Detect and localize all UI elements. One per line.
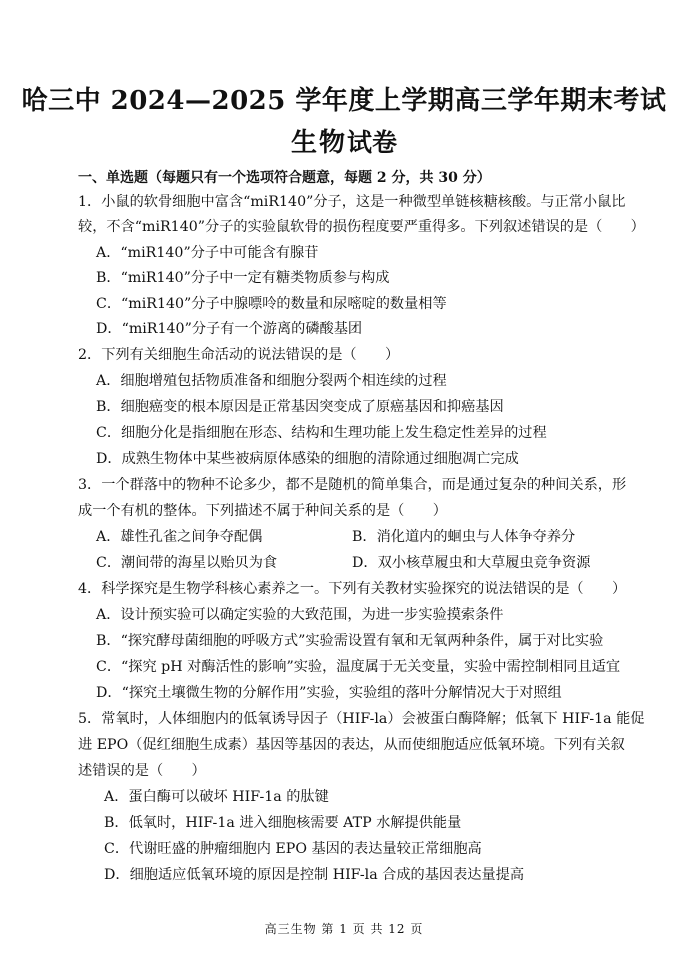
q5-stem-line1: 5．常氧时，人体细胞内的低氧诱导因子（HIF-la）会被蛋白酶降解；低氧下 HIF-1a 能促 bbox=[78, 711, 645, 727]
q5-option-d: D．细胞适应低氧环境的原因是控制 HIF-la 合成的基因表达量提高 bbox=[104, 867, 525, 883]
q3-option-b: B．消化道内的蛔虫与人体争夺养分 bbox=[352, 529, 576, 545]
section-heading: 一、单选题（每题只有一个选项符合题意，每题 2 分，共 30 分） bbox=[78, 170, 491, 186]
q4-stem-line1: 4．科学探究是生物学科核心素养之一。下列有关教材实验探究的说法错误的是（ ） bbox=[78, 581, 627, 597]
q5-option-c: C．代谢旺盛的肿瘤细胞内 EPO 基因的表达量较正常细胞高 bbox=[104, 841, 482, 857]
q4-option-b: B．“探究酵母菌细胞的呼吸方式”实验需设置有氧和无氧两种条件，属于对比实验 bbox=[96, 633, 604, 649]
q2-option-c: C．细胞分化是指细胞在形态、结构和生理功能上发生稳定性差异的过程 bbox=[96, 425, 547, 441]
q1-option-c: C．“miR140”分子中腺嘌呤的数量和尿嘧啶的数量相等 bbox=[96, 296, 447, 312]
q3-option-c: C．潮间带的海星以贻贝为食 bbox=[96, 555, 278, 571]
q1-option-d: D．“miR140”分子有一个游离的磷酸基团 bbox=[96, 321, 363, 337]
q1-stem-line1: 1．小鼠的软骨细胞中富含“miR140”分子，这是一种微型单链核糖核酸。与正常小鼠比 bbox=[78, 194, 626, 210]
q5-stem-line3: 述错误的是（ ） bbox=[78, 763, 206, 779]
exam-subtitle bbox=[0, 122, 688, 159]
q2-stem-line1: 2．下列有关细胞生命活动的说法错误的是（ ） bbox=[78, 347, 400, 363]
q5-option-a: A．蛋白酶可以破坏 HIF-1a 的肽键 bbox=[104, 789, 329, 805]
subtitle-rest: 试卷 bbox=[347, 128, 398, 157]
q3-stem-line2: 成一个有机的整体。下列描述不属于种间关系的是（ ） bbox=[78, 503, 447, 519]
q3-stem-line1: 3．一个群落中的物种不论多少，都不是随机的简单集合，而是通过复杂的种间关系，形 bbox=[78, 477, 627, 493]
page-footer: 高三生物 第 1 页 共 12 页 bbox=[264, 922, 424, 936]
q5-stem-line2: 进 EPO（促红细胞生成素）基因等基因的表达，从而使细胞适应低氧环境。下列有关叙 bbox=[78, 737, 625, 753]
exam-title: 哈三中 2024—2025 学年度上学期高三学年期末考试 bbox=[21, 86, 667, 116]
q3-option-d: D．双小核草履虫和大草履虫竞争资源 bbox=[352, 555, 591, 571]
q4-option-a: A．设计预实验可以确定实验的大致范围，为进一步实验摸索条件 bbox=[96, 607, 504, 623]
subtitle-subject: 生物 bbox=[290, 128, 347, 158]
q2-option-d: D．成熟生物体中某些被病原体感染的细胞的清除通过细胞凋亡完成 bbox=[96, 451, 519, 467]
q3-option-a: A．雄性孔雀之间争夺配偶 bbox=[96, 529, 263, 545]
q5-option-b: B．低氧时，HIF-1a 进入细胞核需要 ATP 水解提供能量 bbox=[104, 815, 462, 831]
q4-option-d: D．“探究土壤微生物的分解作用”实验，实验组的落叶分解情况大于对照组 bbox=[96, 685, 562, 701]
q4-option-c: C．“探究 pH 对酶活性的影响”实验，温度属于无关变量，实验中需控制相同且适宜 bbox=[96, 659, 621, 675]
q2-option-a: A．细胞增殖包括物质准备和细胞分裂两个相连续的过程 bbox=[96, 373, 447, 389]
q1-option-b: B．“miR140”分子中一定有糖类物质参与构成 bbox=[96, 270, 390, 286]
q1-stem-line2: 较，不含“miR140”分子的实验鼠软骨的损伤程度要严重得多。下列叙述错误的是（ ） bbox=[78, 219, 645, 235]
q1-option-a: A．“miR140”分子中可能含有腺苷 bbox=[96, 245, 319, 261]
q2-option-b: B．细胞癌变的根本原因是正常基因突变成了原癌基因和抑癌基因 bbox=[96, 399, 504, 415]
